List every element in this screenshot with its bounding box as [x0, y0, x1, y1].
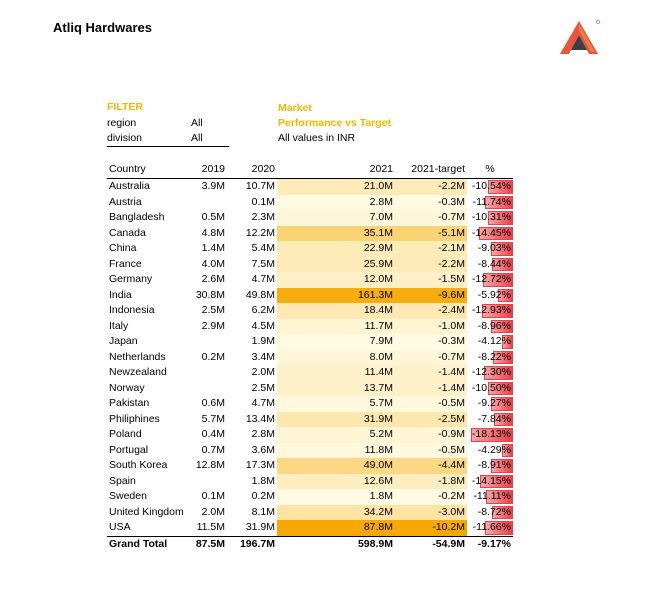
table-row — [107, 381, 513, 397]
value-cell-y2019: 4.8M — [201, 226, 225, 239]
market-heading: Market — [278, 102, 312, 114]
value-cell-y2019: 2.0M — [201, 505, 225, 518]
value-cell-y2020: 0.1M — [251, 195, 275, 208]
value-cell-y2019: 11.5M — [196, 521, 225, 533]
table-row — [107, 195, 513, 211]
value-cell-y2020: 6.2M — [251, 304, 275, 316]
pct-value: -8.44% — [477, 257, 511, 270]
target-cell: -4.4M — [395, 458, 467, 474]
target-cell: -2.5M — [395, 412, 467, 428]
value-cell-y2019 — [191, 381, 227, 397]
value-cell-y2021: 31.9M — [277, 412, 395, 428]
table-row — [107, 350, 513, 366]
pct-value: -11.11% — [473, 490, 511, 502]
target-cell: -5.1M — [395, 226, 467, 242]
country-cell: Austria — [109, 195, 142, 208]
target-cell: -2.2M — [395, 257, 467, 273]
value-cell-y2021: 49.0M — [277, 458, 395, 474]
page-title: Atliq Hardwares — [53, 20, 152, 35]
table-row — [107, 334, 513, 350]
value-cell-y2021: 7.0M — [277, 210, 395, 226]
table-row — [107, 179, 513, 195]
value-cell-y2021: 13.7M — [277, 381, 395, 397]
target-cell: -0.3M — [395, 195, 467, 211]
table-row — [107, 241, 513, 257]
pct-cell — [467, 350, 513, 366]
pct-value: -11.66% — [472, 521, 511, 533]
value-cell-y2020: 8.1M — [251, 505, 275, 518]
value-cell-y2019: 30.8M — [195, 288, 225, 301]
target-cell: -1.4M — [395, 365, 467, 381]
target-cell: -0.7M — [395, 350, 467, 366]
total-y2019: 87.5M — [191, 536, 227, 552]
value-cell-y2020: 1.8M — [251, 474, 275, 487]
pct-value: -11.74% — [472, 195, 511, 208]
value-cell-y2021: 21.0M — [277, 179, 395, 195]
pct-cell — [467, 303, 513, 319]
performance-table — [107, 162, 513, 552]
target-cell: -0.7M — [395, 210, 467, 226]
table-row — [107, 520, 513, 536]
filter-division[interactable] — [107, 131, 229, 147]
value-cell-y2020: 10.7M — [245, 180, 275, 192]
table-row — [107, 396, 513, 412]
pct-cell — [467, 272, 513, 288]
col-header-2020: 2020 — [227, 162, 277, 179]
country-cell: Poland — [109, 428, 142, 440]
pct-value: -8.96% — [477, 319, 511, 332]
target-cell: -0.5M — [395, 443, 467, 459]
pct-cell — [467, 195, 513, 211]
pct-cell — [467, 319, 513, 335]
table-row — [107, 288, 513, 304]
pct-value: -12.30% — [471, 366, 511, 378]
col-header-2019: 2019 — [191, 162, 227, 179]
pct-cell — [467, 226, 513, 242]
pct-value: -10.50% — [471, 381, 511, 394]
grand-total-row — [107, 536, 513, 552]
pct-value: -8.22% — [477, 350, 511, 363]
value-cell-y2019: 2.5M — [201, 304, 225, 316]
pct-cell — [467, 489, 513, 505]
target-cell: -2.2M — [395, 179, 467, 195]
pct-value: -8.72% — [477, 505, 511, 518]
pct-cell — [467, 427, 513, 443]
country-cell: Canada — [109, 226, 146, 239]
pct-cell — [467, 210, 513, 226]
value-cell-y2021: 25.9M — [277, 257, 395, 273]
pct-value: -18.13% — [471, 428, 511, 440]
country-cell: Spain — [109, 474, 136, 487]
value-cell-y2021: 8.0M — [277, 350, 395, 366]
value-cell-y2021: 161.3M — [277, 288, 395, 304]
target-cell: -0.2M — [395, 489, 467, 505]
country-cell: China — [109, 242, 137, 254]
pct-value: -4.29% — [477, 443, 511, 456]
country-cell: India — [109, 288, 132, 301]
value-cell-y2020: 7.5M — [251, 257, 275, 270]
pct-cell — [467, 179, 513, 195]
pct-value: -10.54% — [471, 180, 511, 192]
value-cell-y2019: 2.9M — [201, 319, 225, 332]
filter-panel — [107, 101, 229, 147]
country-cell: Japan — [109, 335, 138, 347]
value-cell-y2019 — [191, 474, 227, 490]
total-target: -54.9M — [395, 536, 467, 552]
pct-cell — [467, 520, 513, 536]
country-cell: Sweden — [109, 490, 147, 502]
value-cell-y2020: 2.8M — [251, 428, 275, 440]
table-row — [107, 272, 513, 288]
table-row — [107, 210, 513, 226]
table-row — [107, 443, 513, 459]
pct-cell — [467, 412, 513, 428]
col-header-2021: 2021 — [277, 162, 395, 179]
value-cell-y2020: 4.5M — [251, 319, 275, 332]
country-cell: Bangladesh — [109, 211, 165, 223]
pct-cell — [467, 443, 513, 459]
value-cell-y2020: 4.7M — [251, 273, 275, 285]
table-row — [107, 458, 513, 474]
value-cell-y2021: 18.4M — [277, 303, 395, 319]
market-info — [278, 101, 391, 146]
target-cell: -1.8M — [395, 474, 467, 490]
table-row — [107, 303, 513, 319]
target-cell: -2.1M — [395, 241, 467, 257]
filter-region-label: region — [107, 117, 137, 129]
value-cell-y2020: 13.4M — [245, 412, 275, 425]
country-cell: Newzealand — [109, 366, 167, 378]
table-row — [107, 412, 513, 428]
pct-value: -14.15% — [471, 474, 511, 487]
pct-value: -10.31% — [471, 211, 511, 223]
value-cell-y2019 — [191, 195, 227, 211]
value-cell-y2019: 2.6M — [201, 273, 225, 285]
country-cell: United Kingdom — [109, 505, 184, 518]
pct-value: -14.45% — [471, 226, 511, 239]
col-header-country: Country — [107, 162, 191, 179]
value-cell-y2021: 87.8M — [277, 520, 395, 536]
value-cell-y2019: 3.9M — [201, 180, 225, 192]
value-cell-y2020: 2.5M — [251, 381, 275, 394]
country-cell: Portugal — [109, 443, 149, 456]
value-cell-y2021: 11.8M — [277, 443, 395, 459]
target-cell: -1.5M — [395, 272, 467, 288]
value-cell-y2020: 5.4M — [251, 242, 275, 254]
pct-value: -9.27% — [477, 397, 511, 409]
filter-heading: FILTER — [107, 101, 143, 113]
country-cell: Australia — [109, 180, 150, 192]
pct-value: -12.93% — [471, 304, 511, 316]
target-cell: -1.0M — [395, 319, 467, 335]
total-y2020: 196.7M — [227, 536, 277, 552]
col-header-pct: % — [467, 162, 513, 179]
target-cell: -0.9M — [395, 427, 467, 443]
col-header-2021-target: 2021-target — [395, 162, 467, 179]
value-cell-y2020: 3.6M — [251, 443, 275, 456]
value-cell-y2020: 12.2M — [245, 226, 275, 239]
pct-value: -8.91% — [477, 459, 511, 471]
pct-cell — [467, 334, 513, 350]
pct-value: -5.92% — [477, 288, 511, 301]
total-pct: -9.17% — [467, 536, 513, 552]
target-cell: -1.4M — [395, 381, 467, 397]
value-cell-y2019: 12.8M — [195, 459, 225, 471]
value-cell-y2021: 35.1M — [277, 226, 395, 242]
target-cell: -2.4M — [395, 303, 467, 319]
total-y2021: 598.9M — [277, 536, 395, 552]
country-cell: USA — [109, 521, 131, 533]
value-cell-y2019: 0.4M — [201, 428, 225, 440]
value-cell-y2020: 4.7M — [251, 397, 275, 409]
pct-value: -12.72% — [471, 273, 511, 285]
value-cell-y2019: 0.5M — [201, 211, 225, 223]
value-cell-y2019: 4.0M — [201, 257, 225, 270]
pct-cell — [467, 396, 513, 412]
value-cell-y2021: 2.8M — [277, 195, 395, 211]
atliq-logo-icon — [558, 18, 600, 56]
table-row — [107, 257, 513, 273]
pct-value: -4.12% — [477, 335, 511, 347]
country-cell: Norway — [109, 381, 145, 394]
table-row — [107, 489, 513, 505]
value-cell-y2020: 17.3M — [245, 459, 275, 471]
country-cell: Indonesia — [109, 304, 155, 316]
value-cell-y2021: 7.9M — [277, 334, 395, 350]
country-cell: Philiphines — [109, 412, 160, 425]
pct-cell — [467, 381, 513, 397]
target-cell: -3.0M — [395, 505, 467, 521]
target-cell: -0.5M — [395, 396, 467, 412]
value-cell-y2021: 1.8M — [277, 489, 395, 505]
table-row — [107, 474, 513, 490]
country-cell: Netherlands — [109, 350, 166, 363]
value-cell-y2021: 34.2M — [277, 505, 395, 521]
value-cell-y2021: 5.7M — [277, 396, 395, 412]
filter-region-value[interactable]: All — [191, 117, 203, 129]
country-cell: South Korea — [109, 459, 168, 471]
value-cell-y2020: 31.9M — [245, 521, 275, 533]
value-cell-y2021: 12.0M — [277, 272, 395, 288]
value-cell-y2021: 11.7M — [277, 319, 395, 335]
target-cell: -9.6M — [395, 288, 467, 304]
table-row — [107, 319, 513, 335]
value-cell-y2019: 0.2M — [201, 350, 225, 363]
total-country: Grand Total — [107, 536, 191, 552]
filter-division-label: division — [107, 132, 143, 144]
pct-cell — [467, 257, 513, 273]
value-cell-y2020: 0.2M — [251, 490, 275, 502]
value-cell-y2020: 49.8M — [245, 288, 275, 301]
value-cell-y2019: 0.1M — [201, 490, 225, 502]
value-cell-y2019 — [191, 365, 227, 381]
value-cell-y2020: 2.3M — [251, 211, 275, 223]
pct-cell — [467, 241, 513, 257]
market-subheading: Performance vs Target — [278, 117, 392, 129]
value-cell-y2019 — [191, 334, 227, 350]
target-cell: -0.3M — [395, 334, 467, 350]
table-row — [107, 226, 513, 242]
pct-cell — [467, 365, 513, 381]
table-row — [107, 427, 513, 443]
pct-cell — [467, 288, 513, 304]
filter-region[interactable] — [107, 116, 229, 131]
target-cell: -10.2M — [395, 520, 467, 536]
country-cell: Italy — [109, 319, 129, 332]
value-cell-y2019: 1.4M — [201, 242, 225, 254]
pct-cell — [467, 458, 513, 474]
value-cell-y2021: 22.9M — [277, 241, 395, 257]
pct-value: -9.03% — [477, 242, 511, 254]
value-cell-y2021: 11.4M — [277, 365, 395, 381]
currency-note: All values in INR — [278, 132, 356, 144]
filter-division-value[interactable]: All — [191, 132, 203, 144]
pct-cell — [467, 474, 513, 490]
country-cell: France — [109, 257, 142, 270]
table-row — [107, 505, 513, 521]
value-cell-y2019: 0.6M — [201, 397, 225, 409]
value-cell-y2020: 3.4M — [251, 350, 275, 363]
country-cell: Germany — [109, 273, 153, 285]
value-cell-y2019: 5.7M — [201, 412, 225, 425]
table-header-row — [107, 162, 513, 179]
pct-value: -7.84% — [477, 412, 511, 425]
pct-cell — [467, 505, 513, 521]
value-cell-y2020: 1.9M — [251, 335, 275, 347]
value-cell-y2020: 2.0M — [251, 366, 275, 378]
table-row — [107, 365, 513, 381]
value-cell-y2021: 12.6M — [277, 474, 395, 490]
country-cell: Pakistan — [109, 397, 150, 409]
value-cell-y2019: 0.7M — [201, 443, 225, 456]
value-cell-y2021: 5.2M — [277, 427, 395, 443]
